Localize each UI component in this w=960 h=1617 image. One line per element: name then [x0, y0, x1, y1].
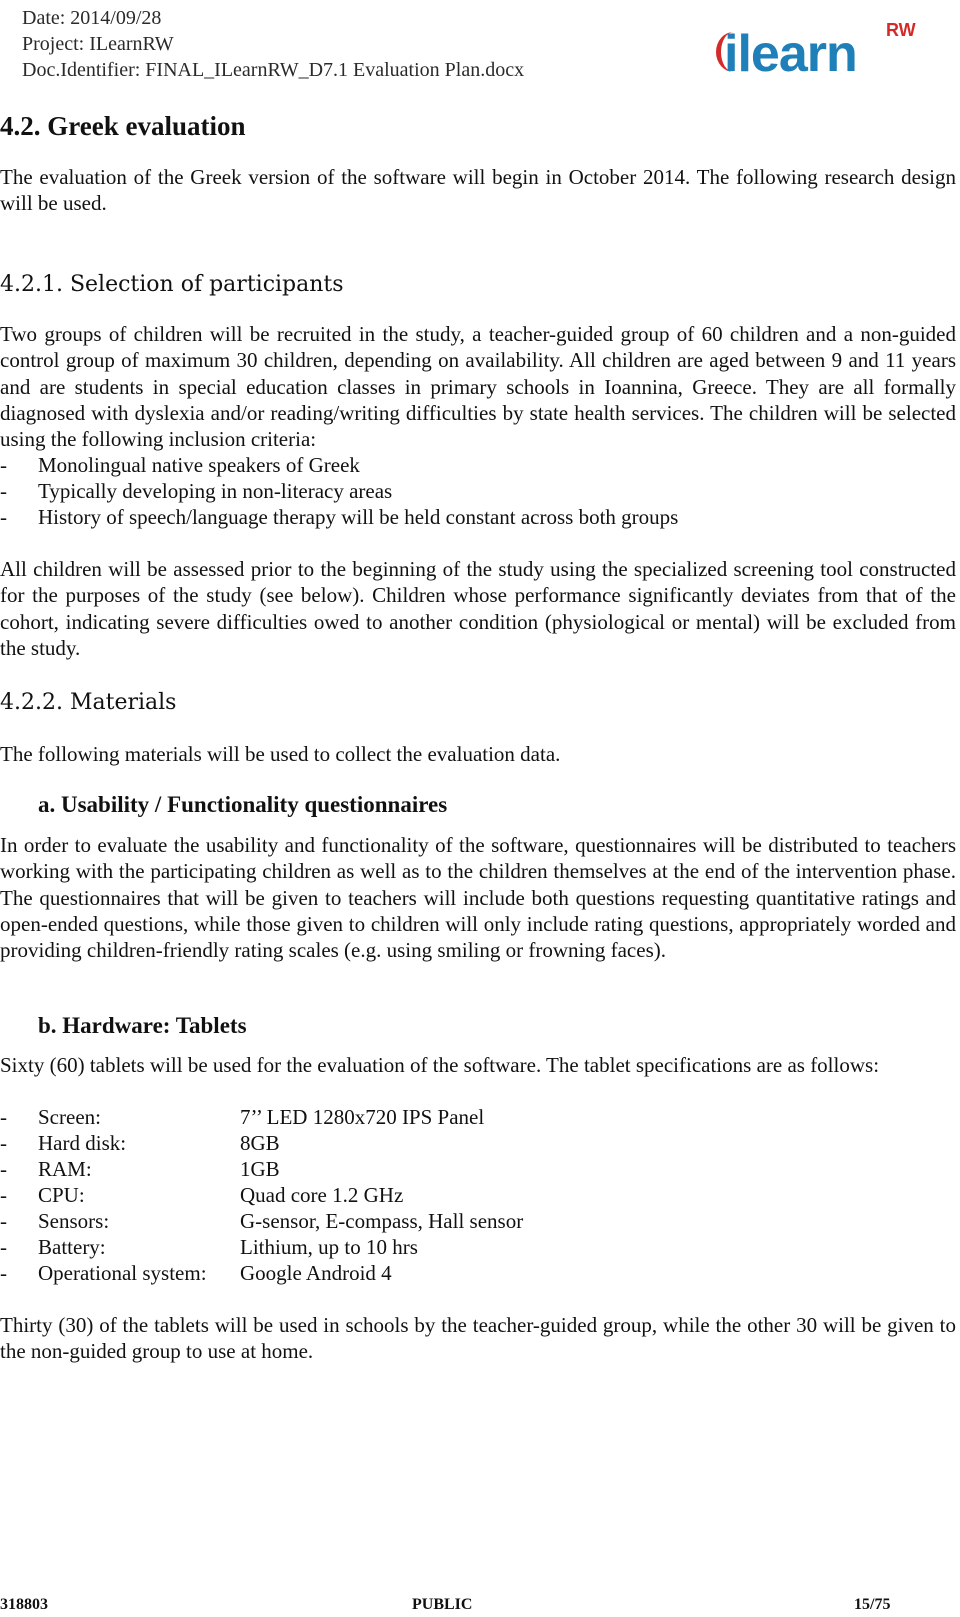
- bullet-dash: -: [0, 1131, 7, 1155]
- spec-key: Battery:: [38, 1235, 106, 1259]
- subsection-selection-title: 4.2.1. Selection of participants: [0, 272, 344, 297]
- spec-key: CPU:: [38, 1183, 85, 1207]
- criteria-text: Monolingual native speakers of Greek: [38, 453, 360, 477]
- spec-row: [0, 1156, 700, 1182]
- spec-value: Google Android 4: [240, 1261, 392, 1285]
- materials-intro: The following materials will be used to collect the evaluation data.: [0, 742, 561, 766]
- spec-row: [0, 1208, 700, 1234]
- spec-key: Screen:: [38, 1105, 101, 1129]
- bullet-dash: -: [0, 1261, 7, 1285]
- spec-key: Hard disk:: [38, 1131, 127, 1155]
- bullet-dash: -: [0, 1105, 7, 1129]
- materials-b-text: Sixty (60) tablets will be used for the evaluation of the software. The tablet specifications are as follows:: [0, 1053, 880, 1077]
- bullet-dash: -: [0, 479, 7, 503]
- header-doc-identifier: Doc.Identifier: FINAL_ILearnRW_D7.1 Evaluation Plan.docx: [22, 59, 525, 81]
- spec-key: RAM:: [38, 1157, 92, 1181]
- spec-row: [0, 1234, 700, 1260]
- selection-paragraph-1: Two groups of children will be recruited in the study, a teacher-guided group of 60 children and a non-guided control group of maximum 30 children, depending on availability. All children are aged between 9 and 11 years and are students in special education classes in primary schools in Ioannina, Greece. They are all formally diagnosed with dyslexia and/or reading/writing difficulties by state health services. The children will be selected using the following inclusion criteria:: [0, 322, 956, 452]
- spec-row: [0, 1182, 700, 1208]
- materials-a-text: In order to evaluate the usability and functionality of the software, questionnaires will be distributed to teachers working with the participating children as well as to the children themselves at the end of the intervention phase. The questionnaires that will be given to teachers will include both questions requesting quantitative ratings and open-ended questions, while those given to children will only include rating questions, appropriately worded and providing children-friendly rating scales (e.g. using smiling or frowning faces).: [0, 833, 956, 963]
- criteria-text: Typically developing in non-literacy areas: [38, 479, 393, 503]
- spec-value: 7’’ LED 1280x720 IPS Panel: [240, 1105, 485, 1129]
- bullet-dash: -: [0, 1157, 7, 1181]
- selection-paragraph-2: All children will be assessed prior to the beginning of the study using the specialized screening tool constructed for the purposes of the study (see below). Children whose performance significantly deviates from that of the cohort, indicating severe difficulties owed to another condition (physiological or mental) will be excluded from the study.: [0, 557, 956, 660]
- spec-key: Sensors:: [38, 1209, 110, 1233]
- logo-superscript: RW: [886, 20, 916, 40]
- spec-row: [0, 1130, 700, 1156]
- ilearn-logo: [716, 14, 936, 84]
- spec-value: Lithium, up to 10 hrs: [240, 1235, 418, 1259]
- spec-value: Quad core 1.2 GHz: [240, 1183, 404, 1207]
- header-date: Date: 2014/09/28: [22, 7, 162, 29]
- spec-value: 1GB: [240, 1157, 280, 1181]
- section-title: 4.2. Greek evaluation: [0, 111, 246, 141]
- section-intro: The evaluation of the Greek version of the software will begin in October 2014. The following research design will be used.: [0, 165, 956, 216]
- spec-key: Operational system:: [38, 1261, 207, 1285]
- footer-classification: PUBLIC: [412, 1596, 473, 1613]
- logo-text: ilearn: [724, 25, 857, 83]
- materials-b-title: b. Hardware: Tablets: [38, 1013, 247, 1038]
- bullet-dash: -: [0, 1183, 7, 1207]
- header-project: Project: ILearnRW: [22, 33, 174, 55]
- criteria-text: History of speech/language therapy will be held constant across both groups: [38, 505, 679, 529]
- bullet-dash: -: [0, 453, 7, 477]
- spec-row: [0, 1260, 700, 1286]
- spec-value: 8GB: [240, 1131, 280, 1155]
- bullet-dash: -: [0, 1235, 7, 1259]
- bullet-dash: -: [0, 1209, 7, 1233]
- footer-page-number: 15/75: [854, 1596, 891, 1613]
- materials-a-title: a. Usability / Functionality questionnaires: [38, 792, 448, 817]
- spec-value: G-sensor, E-compass, Hall sensor: [240, 1209, 524, 1233]
- materials-b-closing: Thirty (30) of the tablets will be used in schools by the teacher-guided group, while the other 30 will be given to the non-guided group to use at home.: [0, 1313, 956, 1364]
- bullet-dash: -: [0, 505, 7, 529]
- footer-grant-number: 318803: [0, 1596, 48, 1613]
- spec-row: [0, 1104, 700, 1130]
- subsection-materials-title: 4.2.2. Materials: [0, 690, 177, 715]
